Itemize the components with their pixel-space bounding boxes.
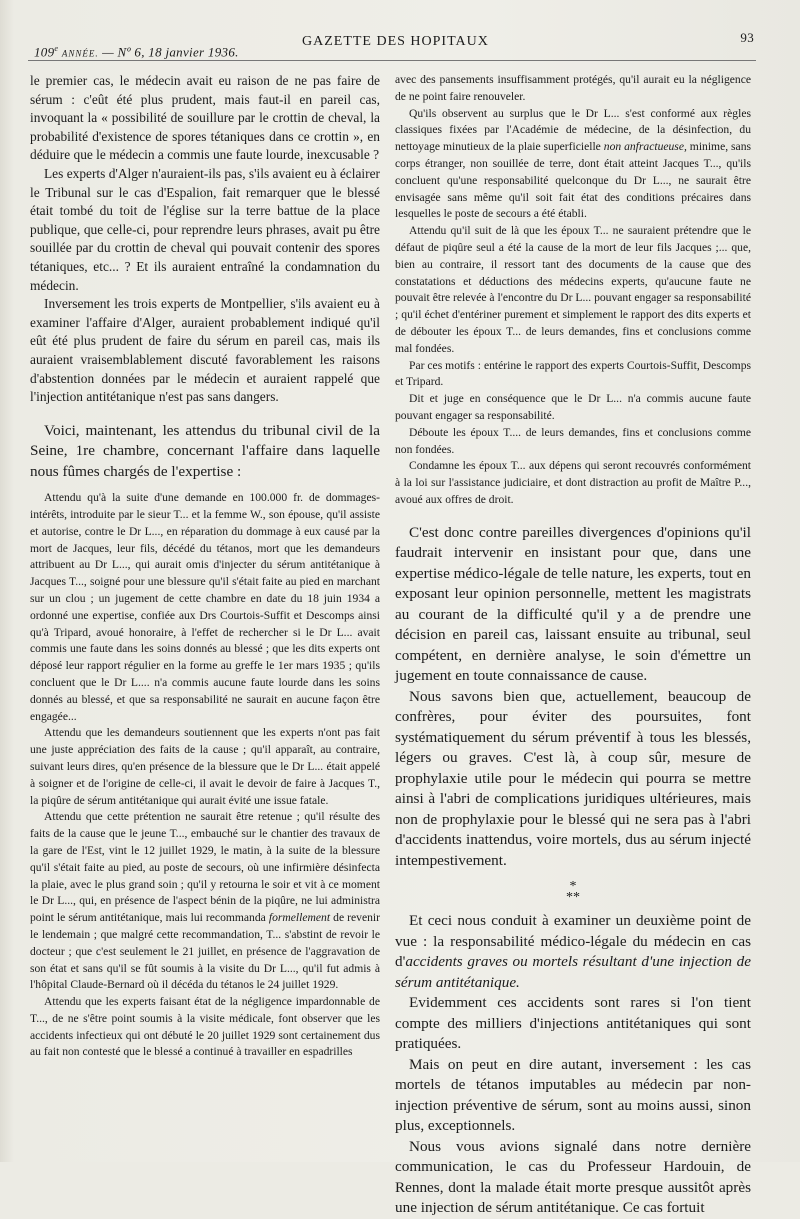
paragraph: le premier cas, le médecin avait eu raison de ne pas faire de sérum : c'eût été plus prudent, mais faut-il en pareil cas, invoquant la « possibilité de souillure par le crottin de cheval, la probabilité d'existence de spores tétaniques dans ce crottin », en déduire que le médecin a commis une faute lourde, inexcusable ?	[30, 73, 380, 163]
paragraph: Nous savons bien que, actuellement, beaucoup de confrères, pour éviter des poursuites, font systématiquement du sérum préventif à tous les blessés, légers ou graves. C'est là, à coup sûr, mesure de prophylaxie utile pour le médecin qui pourra se mettre ainsi à l'abri de complications juridiques ultérieures, mais non de prophylaxie pour le blessé qui ne sera pas à l'abri d'accidents inattendus, voire mortels, dus au sérum injecté intempestivement.	[395, 687, 751, 869]
text-run: minime, sans corps étranger, non souillée de terre, dont était atteint Jacques T..., qu'ils concluent qu'une responsabilité quelconque du Dr L..., ne saurait être envisagée sans même qu'il soit fait état des conditions précaires dans lesquelles le poste de secours a été établi.	[395, 140, 752, 221]
paragraph-intro-attendus: Voici, maintenant, les attendus du tribunal civil de la Seine, 1re chambre, concernant l'affaire dans laquelle nous fûmes chargés de l'expertise :	[30, 421, 380, 480]
quoted-judgment: Dit et juge en conséquence que le Dr L... n'a commis aucune faute pouvant engager sa responsabilité.	[395, 392, 751, 422]
header-journal-title: GAZETTE DES HOPITAUX	[302, 34, 489, 49]
header-date: — Nº 6, 18 janvier 1936.	[102, 44, 239, 60]
quoted-judgment: avec des pansements insuffisamment protégés, qu'il aurait eu la négligence de ne point faire renouveler.	[395, 73, 751, 103]
emphasis: non anfractueuse,	[603, 140, 687, 154]
header-volume-suffix: e	[54, 44, 59, 53]
quoted-judgment	[395, 106, 751, 224]
paragraph: C'est donc contre pareilles divergences d'opinions qu'il faudrait intervenir en insistant pour que, dans une expertise médico-légale de telle nature, les experts, tout en exposant leur opinion personnelle, mettent les magistrats au courant de la difficulté qu'il y a de prendre une décision en pareil cas, laissant ensuite au tribunal, seul compétent, en dernière analyse, le soin d'émettre un jugement en toute connaissance de cause.	[395, 523, 751, 685]
paragraph	[395, 911, 751, 993]
quoted-judgment: Attendu que les demandeurs soutiennent que les experts n'ont pas fait une juste appréciation des faits de la cause ; qu'il apparaît, au contraire, suivant leurs dires, qu'en présence de la blessure que le Dr L... était appelé à soigner et de l'origine de celle-ci, il avait le devoir de faire à Jacques T., la piqûre de sérum antitétanique qui aurait évité une issue fatale.	[30, 726, 380, 807]
header-rule	[28, 60, 756, 61]
spacer	[30, 407, 380, 421]
emphasis: formellement	[268, 911, 331, 925]
running-header	[34, 30, 754, 60]
quoted-judgment: Attendu qu'il suit de là que les époux T... ne sauraient prétendre que le défaut de piqûre seul a été la cause de la mort de leur fils Jacques ;... que, bien au contraire, il ressort tant des documents de la cause que des constatations et déductions des médecins experts, qu'aucune faute ne pouvait être relevée à l'encontre du Dr L... pouvant engager sa responsabilité ; qu'il échet d'entériner purement et simplement le rapport des dits experts et de débouter les époux T... de leurs demandes, fins et conclusions comme mal fondées.	[395, 224, 751, 355]
left-column	[30, 72, 380, 1061]
text-run: Et ceci nous conduit à examiner un deuxième point de vue : la responsabilité médico-légale du médecin en cas d'	[395, 912, 751, 971]
text-run: Qu'ils observent au surplus que le Dr L... s'est conformé aux règles classiques fixées par l'Académie de médecine, de la désinfection, du nettoyage minutieux de la plaie superficielle	[395, 106, 751, 154]
quoted-judgment: Attendu que les experts faisant état de la négligence impardonnable de T..., de ne s'être point soumis à la visite médicale, font observer que les accidents infectieux qui ont débuté le 20 juillet 1929 sont certainement dus au fait non contesté que le blessé a continué à travailler en espadrilles	[30, 995, 380, 1059]
asterism-separator: * **	[566, 879, 580, 906]
paragraph: Nous vous avions signalé dans notre dernière communication, le cas du Professeur Hardouin, de Rennes, dont la malade était morte presque aussitôt après une injection de sérum antitétanique. Ce cas fortuit	[395, 1137, 751, 1217]
spacer	[30, 482, 380, 490]
page-number: 93	[740, 30, 754, 45]
paragraph: Evidemment ces accidents sont rares si l'on tient compte des milliers d'injections antitétaniques qui sont pratiquées.	[395, 994, 751, 1053]
text-run: de revenir le lendemain ; que malgré cette recommandation, T... s'abstint de revoir le docteur ; que c'est seulement le 21 juillet, en présence de l'aggravation de son état et sans qu'il se fût soumis à la visite du Dr L..., qu'il fut admis à l'hôpital Claude-Bernard où il décéda du tétanos le 24 juillet 1929.	[30, 911, 380, 992]
text-run: Attendu que cette prétention ne saurait être retenue ; qu'il résulte des faits de la cause que le jeune T..., embauché sur le chantier des travaux de la gare de l'Est, vint le 12 juillet 1929, le matin, à la suite de la blessure qu'il s'était faite au pied, au poste de secours, où une infirmière désinfecta la plaie, avec le plus grand soin ; qu'il y retourna le soir et vit à ce moment le Dr L..., qui, en présence de l'aspect bénin de la piqûre, ne lui administra point le sérum antitétanique, mais lui recommanda	[30, 810, 380, 925]
emphasis: accidents graves ou mortels résultant d'une injection de sérum antitétanique.	[395, 953, 751, 991]
quoted-judgment	[30, 809, 380, 994]
header-issue	[34, 44, 239, 60]
paragraph: Les experts d'Alger n'auraient-ils pas, s'ils avaient eu à éclairer le Tribunal sur le cas d'Espalion, fait remarquer que le blessé était tombé du toit de l'église sur la terre battue de la place publique, que celle-ci, pour reprendre leurs phrases, avait pu être souillée par du crottin de cheval qui pouvait contenir des spores tétaniques, etc... ? Et ils auraient entraîné la condamnation du médecin.	[30, 165, 380, 293]
quoted-judgment: Déboute les époux T.... de leurs demandes, fins et conclusions comme non fondées.	[395, 425, 751, 456]
quoted-judgment: Attendu qu'à la suite d'une demande en 100.000 fr. de dommages-intérêts, introduite par le sieur T... et la femme W., son épouse, qu'il assiste et autorise, contre le Dr L..., en réparation du dommage à eux causé par la mort de Jacques, leur fils, décédé du tétanos, mort que les demandeurs attribuent au Dr L..., qui aurait omis d'injecter du sérum antitétanique à Jacques T..., soigné pour une blessure qu'il s'était faite au pied en marchant sur un clou ; un jugement de cette chambre en date du 18 juin 1934 a ordonné une expertise, confiée aux Drs Courtois-Suffit et Descomps ainsi qu'à Tripard, avoué honoraire, à l'effet de rechercher si le Dr L... avait commis une faute dans les soins donnés au blessé ; que les dits experts ont déposé leur rapport régulier en la forme au greffe le 1er mars 1935 ; qu'ils concluent que le Dr L.... n'a commis aucune faute lourde dans les soins donnés au blessé, et que sa responsabilité ne saurait en aucune façon être engagée...	[30, 491, 380, 723]
paragraph: Mais on peut en dire autant, inversement : les cas mortels de tétanos imputables au médecin par non-injection préventive de sérum, sont au moins aussi, sinon plus, exceptionnels.	[395, 1055, 751, 1135]
header-annee: ANNÉE.	[61, 48, 99, 59]
paragraph: Inversement les trois experts de Montpellier, s'ils avaient eu à examiner l'affaire d'Alger, auraient probablement indiqué qu'il eût été plus prudent de faire du sérum en pareil cas, mais ils auraient vraisemblablement discuté favorablement les raisons d'abstention données par le médecin et auraient rappelé que l'injection antitétanique n'est pas sans dangers.	[30, 296, 380, 405]
quoted-judgment: Condamne les époux T... aux dépens qui seront recouvrés conformément à la loi sur l'assistance judiciaire, et dont distraction au profit de Maître P..., avoué aux offres de droit.	[395, 459, 751, 506]
spacer	[395, 509, 751, 523]
header-volume: 109	[34, 44, 55, 60]
quoted-judgment: Par ces motifs : entérine le rapport des experts Courtois-Suffit, Descomps et Tripard.	[395, 358, 751, 389]
right-column	[395, 72, 751, 1219]
